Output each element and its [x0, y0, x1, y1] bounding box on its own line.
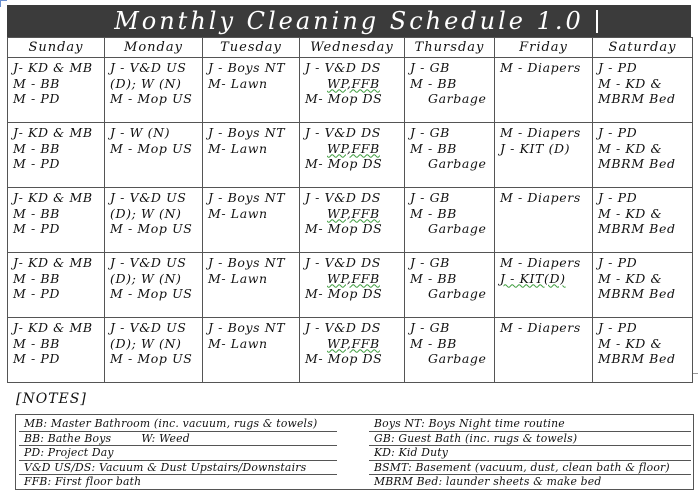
- task-line: [305, 336, 400, 352]
- note-row[interactable]: [369, 446, 691, 461]
- notes-heading: [NOTES]: [16, 391, 87, 407]
- spellcheck-text: WP,FFB: [327, 335, 380, 351]
- spellcheck-text: J - KIT(D): [500, 270, 566, 286]
- note-text: BB: Bathe Boys: [24, 431, 112, 445]
- task-line: M - BB: [410, 205, 457, 221]
- task-line: J - V&D US: [110, 60, 187, 75]
- task-line: M- Mop DS: [305, 156, 383, 171]
- task-line: J - Boys NT: [208, 60, 286, 75]
- notes-left-column: [19, 417, 337, 489]
- task-line: M - PD: [13, 351, 61, 366]
- task-line: J - V&D DS: [305, 125, 381, 140]
- task-line: M- Lawn: [208, 270, 268, 286]
- task-line: MBRM Bed: [598, 156, 676, 171]
- task-line: J - GB: [410, 255, 450, 270]
- task-line: M - BB: [13, 75, 60, 91]
- task-line: M - KD &: [598, 335, 663, 351]
- note-row[interactable]: [19, 432, 337, 447]
- cell-friday[interactable]: [495, 188, 593, 253]
- cell-saturday[interactable]: [593, 123, 693, 188]
- cell-monday[interactable]: [105, 123, 203, 188]
- task-line: M- Mop DS: [305, 221, 383, 236]
- task-line: J - KIT (D): [500, 140, 571, 156]
- task-line: [500, 271, 588, 287]
- notes-legend: [15, 414, 694, 490]
- cell-thursday[interactable]: [405, 318, 495, 383]
- day-header-tuesday: Tuesday: [203, 38, 300, 58]
- task-line: Garbage: [428, 156, 487, 171]
- task-line: M - Mop US: [110, 91, 193, 106]
- task-line: Garbage: [428, 221, 487, 236]
- task-line: J - V&D DS: [305, 190, 381, 205]
- task-line: (D); W (N): [110, 335, 182, 351]
- notes-right-column: [369, 417, 691, 489]
- cell-sunday[interactable]: [8, 188, 105, 253]
- cell-sunday[interactable]: [8, 318, 105, 383]
- day-header-saturday: Saturday: [593, 38, 693, 58]
- spellcheck-text: WP,FFB: [327, 270, 380, 286]
- task-line: (D); W (N): [110, 270, 182, 286]
- calendar-table: [7, 37, 693, 383]
- cell-wednesday[interactable]: [300, 58, 405, 123]
- task-line: M - Mop US: [110, 351, 193, 366]
- note-text: Boys NT: Boys Night time routine: [374, 417, 565, 430]
- task-line: M - Diapers: [500, 320, 581, 335]
- corner-crop-mark: [0, 0, 7, 7]
- note-text: MBRM Bed: launder sheets & make bed: [374, 475, 602, 489]
- task-line: J - Boys NT: [208, 190, 286, 205]
- cell-tuesday[interactable]: [203, 58, 300, 123]
- task-line: J - GB: [410, 125, 450, 140]
- note-text: GB: Guest Bath (inc. rugs & towels): [374, 431, 578, 445]
- day-header-monday: Monday: [105, 38, 203, 58]
- note-row[interactable]: [369, 475, 691, 489]
- task-line: J - Boys NT: [208, 125, 286, 140]
- cell-wednesday[interactable]: [300, 188, 405, 253]
- task-line: J - V&D DS: [305, 320, 381, 335]
- cell-friday[interactable]: [495, 58, 593, 123]
- cell-wednesday[interactable]: [300, 123, 405, 188]
- task-line: M - Diapers: [500, 125, 581, 140]
- note-row[interactable]: [19, 417, 337, 432]
- task-line: M - PD: [13, 221, 61, 236]
- cell-tuesday[interactable]: [203, 318, 300, 383]
- task-line: J- KD & MB: [13, 190, 93, 205]
- task-line: J - GB: [410, 320, 450, 335]
- task-line: J - V&D DS: [305, 255, 381, 270]
- cell-monday[interactable]: [105, 58, 203, 123]
- task-line: J - PD: [598, 190, 638, 205]
- task-line: M - BB: [13, 270, 60, 286]
- task-line: MBRM Bed: [598, 221, 676, 236]
- task-line: M - KD &: [598, 140, 663, 156]
- cell-sunday[interactable]: [8, 58, 105, 123]
- task-line: [305, 271, 400, 287]
- cell-sunday[interactable]: [8, 253, 105, 318]
- note-row[interactable]: [369, 417, 691, 432]
- note-row[interactable]: [19, 461, 337, 476]
- spellcheck-text: WP,FFB: [327, 75, 380, 91]
- task-line: J - PD: [598, 255, 638, 270]
- task-line: Garbage: [428, 351, 487, 366]
- task-line: J- KD & MB: [13, 125, 93, 140]
- cell-tuesday[interactable]: [203, 123, 300, 188]
- text-cursor: [596, 10, 598, 33]
- task-line: J - PD: [598, 125, 638, 140]
- task-line: M - Mop US: [110, 221, 193, 236]
- task-line: M - KD &: [598, 205, 663, 221]
- task-line: M- Mop DS: [305, 351, 383, 366]
- week-row-1: [8, 58, 693, 123]
- day-header-thursday: Thursday: [405, 38, 495, 58]
- task-line: M - BB: [410, 140, 457, 156]
- task-line: J - PD: [598, 320, 638, 335]
- cell-tuesday[interactable]: [203, 188, 300, 253]
- task-line: M - BB: [410, 335, 457, 351]
- schedule-title-bar: [7, 5, 691, 37]
- task-line: J - PD: [598, 60, 638, 75]
- cell-wednesday[interactable]: [300, 253, 405, 318]
- task-line: J - W (N): [110, 125, 171, 140]
- note-row[interactable]: [369, 461, 691, 476]
- schedule-title: Monthly Cleaning Schedule 1.0: [114, 7, 584, 35]
- task-line: J - Boys NT: [208, 320, 286, 335]
- task-line: M - Diapers: [500, 60, 581, 75]
- task-line: J - V&D US: [110, 255, 187, 270]
- note-text: V&D US/DS: Vacuum & Dust Upstairs/Downstairs: [24, 460, 307, 474]
- note-text: BSMT: Basement (vacuum, dust, clean bath & floor): [374, 460, 670, 474]
- task-line: Garbage: [428, 286, 487, 301]
- week-row-4: [8, 253, 693, 318]
- task-line: (D); W (N): [110, 205, 182, 221]
- task-line: M- Mop DS: [305, 286, 383, 301]
- task-line: M - Mop US: [110, 286, 193, 301]
- task-line: J- KD & MB: [13, 320, 93, 335]
- cell-saturday[interactable]: [593, 188, 693, 253]
- note-text: KD: Kid Duty: [374, 446, 449, 460]
- cell-sunday[interactable]: [8, 123, 105, 188]
- task-line: M - Mop US: [110, 140, 193, 156]
- note-row[interactable]: [369, 432, 691, 447]
- day-header-friday: Friday: [495, 38, 593, 58]
- task-line: M - BB: [13, 335, 60, 351]
- cell-monday[interactable]: [105, 318, 203, 383]
- spellcheck-text: WP,FFB: [327, 140, 380, 156]
- cell-monday[interactable]: [105, 253, 203, 318]
- task-line: Garbage: [428, 91, 487, 106]
- task-line: MBRM Bed: [598, 286, 676, 301]
- task-line: M - PD: [13, 156, 61, 171]
- cell-thursday[interactable]: [405, 188, 495, 253]
- cell-saturday[interactable]: [593, 58, 693, 123]
- cell-saturday[interactable]: [593, 318, 693, 383]
- day-header-wednesday: Wednesday: [300, 38, 405, 58]
- task-line: [305, 206, 400, 222]
- task-line: J - V&D US: [110, 320, 187, 335]
- week-row-3: [8, 188, 693, 253]
- week-row-5: [8, 318, 693, 383]
- task-line: J- KD & MB: [13, 255, 93, 270]
- note-row[interactable]: [19, 446, 337, 461]
- task-line: J - GB: [410, 190, 450, 205]
- task-line: J- KD & MB: [13, 60, 93, 75]
- task-line: MBRM Bed: [598, 351, 676, 366]
- cell-thursday[interactable]: [405, 58, 495, 123]
- cell-friday[interactable]: [495, 253, 593, 318]
- day-header-sunday: Sunday: [8, 38, 105, 58]
- day-header-row: [8, 38, 693, 58]
- task-line: J - V&D US: [110, 190, 187, 205]
- task-line: M- Lawn: [208, 140, 268, 156]
- spellcheck-text: WP,FFB: [327, 205, 380, 221]
- task-line: M - Diapers: [500, 190, 581, 205]
- cell-tuesday[interactable]: [203, 253, 300, 318]
- task-line: M- Lawn: [208, 335, 268, 351]
- task-line: M - BB: [13, 140, 60, 156]
- task-line: (D); W (N): [110, 75, 182, 91]
- task-line: M - BB: [410, 270, 457, 286]
- task-line: J - V&D DS: [305, 60, 381, 75]
- week-row-2: [8, 123, 693, 188]
- task-line: [305, 76, 400, 92]
- task-line: MBRM Bed: [598, 91, 676, 106]
- cell-friday[interactable]: [495, 123, 593, 188]
- task-line: M- Lawn: [208, 205, 268, 221]
- note-text: FFB: First floor bath: [24, 475, 142, 489]
- task-line: [305, 141, 400, 157]
- task-line: M - PD: [13, 91, 61, 106]
- cell-wednesday[interactable]: [300, 318, 405, 383]
- note-text: PD: Project Day: [24, 446, 114, 460]
- note-text: MB: Master Bathroom (inc. vacuum, rugs & towels): [24, 417, 318, 430]
- note-text: W: Weed: [141, 431, 190, 445]
- task-line: J - GB: [410, 60, 450, 75]
- task-line: M - Diapers: [500, 255, 581, 270]
- task-line: M- Lawn: [208, 75, 268, 91]
- task-line: M- Mop DS: [305, 91, 383, 106]
- task-line: M - PD: [13, 286, 61, 301]
- cell-saturday[interactable]: [593, 253, 693, 318]
- task-line: M - KD &: [598, 75, 663, 91]
- cell-thursday[interactable]: [405, 123, 495, 188]
- task-line: M - BB: [410, 75, 457, 91]
- cell-friday[interactable]: [495, 318, 593, 383]
- task-line: M - BB: [13, 205, 60, 221]
- task-line: M - KD &: [598, 270, 663, 286]
- cell-monday[interactable]: [105, 188, 203, 253]
- cell-thursday[interactable]: [405, 253, 495, 318]
- note-row[interactable]: [19, 475, 337, 489]
- task-line: J - Boys NT: [208, 255, 286, 270]
